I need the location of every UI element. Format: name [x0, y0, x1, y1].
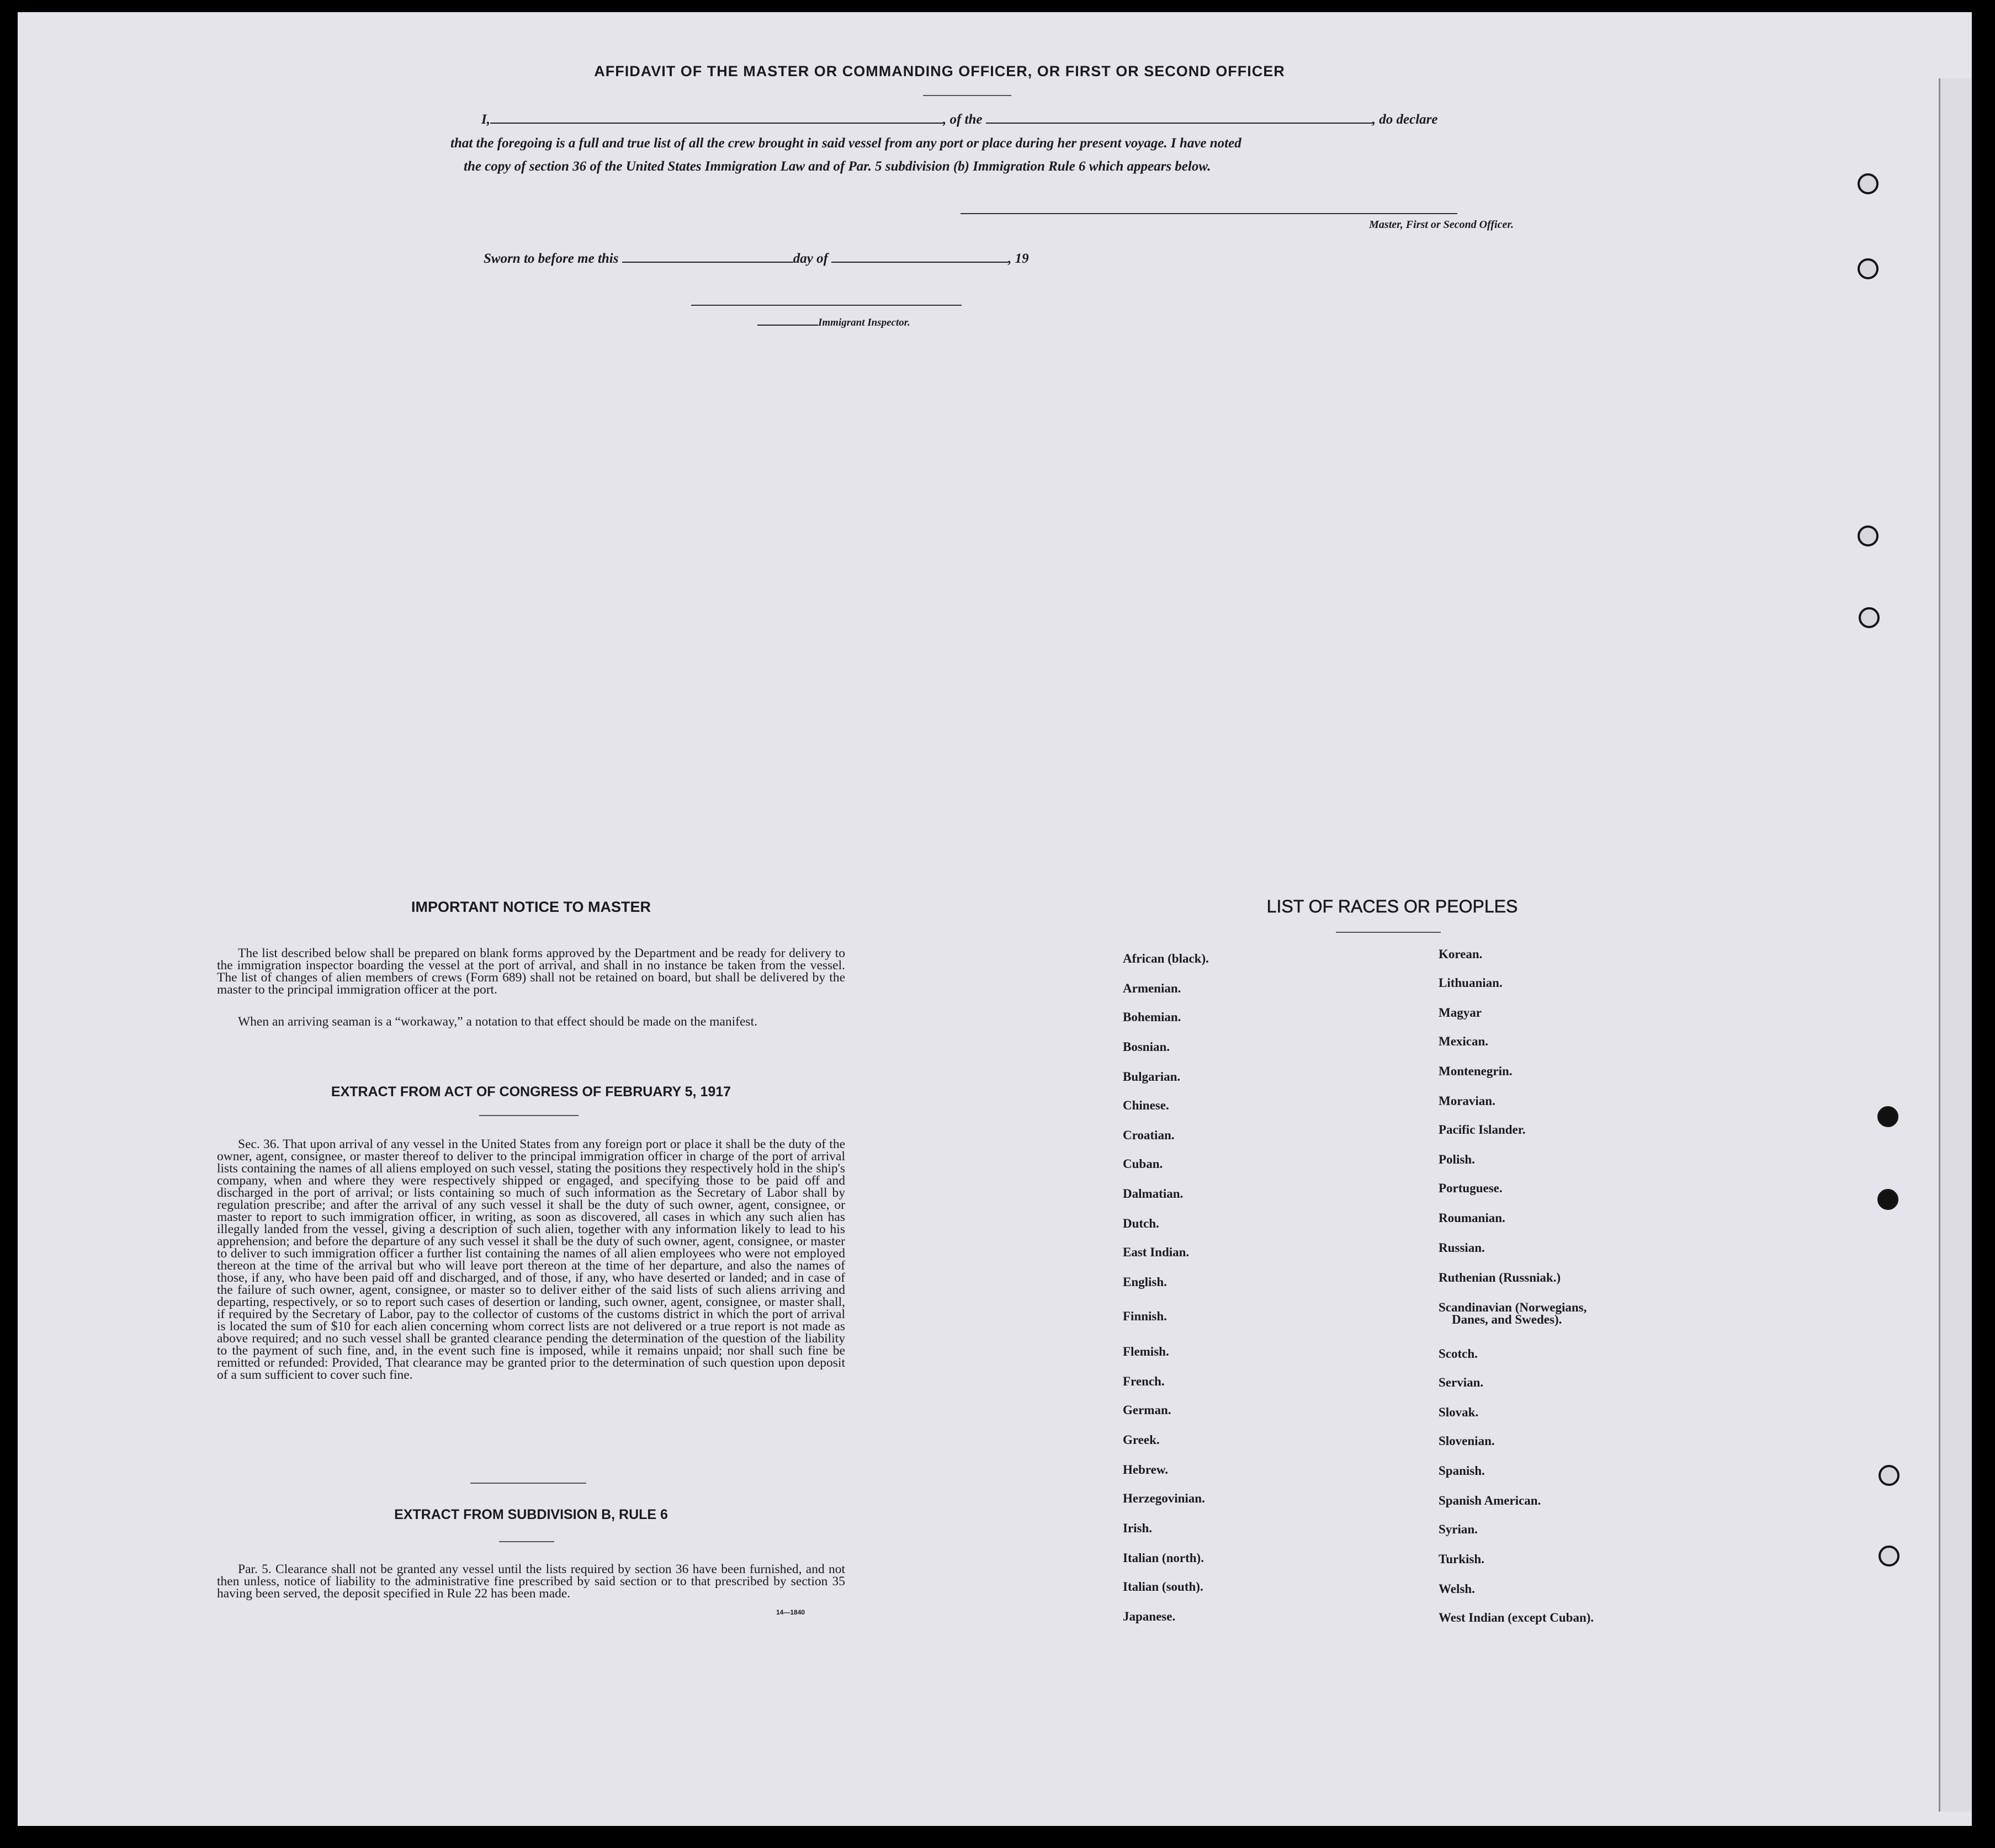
race-entry: French.	[1123, 1374, 1165, 1388]
punch-hole-4	[1859, 607, 1880, 628]
race-entry: Mexican.	[1439, 1034, 1489, 1048]
races-title-rule	[1336, 932, 1441, 933]
race-entry: Magyar	[1439, 1006, 1482, 1019]
race-entry: Armenian.	[1123, 981, 1181, 995]
race-entry: Portuguese.	[1439, 1181, 1503, 1195]
race-entry: Dalmatian.	[1123, 1187, 1184, 1201]
notice-title: IMPORTANT NOTICE TO MASTER	[411, 899, 651, 915]
binding-edge-strip	[1939, 78, 1972, 1812]
rule-extract-title: EXTRACT FROM SUBDIVISION B, RULE 6	[394, 1507, 668, 1522]
race-entry: Flemish.	[1123, 1345, 1169, 1358]
race-entry: Italian (south).	[1123, 1580, 1203, 1594]
race-entry: Dutch.	[1123, 1217, 1159, 1230]
affidavit-line-2: that the foregoing is a full and true list of all the crew brought in said vessel from any port or place during her present voyage. I have noted	[450, 136, 1241, 151]
race-entry: Irish.	[1123, 1521, 1153, 1535]
race-entry: Cuban.	[1123, 1157, 1163, 1171]
race-entry: Montenegrin.	[1439, 1064, 1513, 1078]
races-title: LIST OF RACES OR PEOPLES	[1266, 896, 1518, 916]
race-entry: German.	[1123, 1403, 1171, 1417]
punch-hole-1	[1858, 173, 1879, 194]
race-entry: Syrian.	[1439, 1522, 1478, 1536]
race-entry: Bosnian.	[1123, 1040, 1170, 1054]
act-extract-title-rule	[479, 1115, 579, 1116]
race-entry: Greek.	[1123, 1433, 1160, 1447]
sworn-line	[484, 251, 1146, 267]
race-entry: Herzegovinian.	[1123, 1491, 1205, 1505]
race-entry: Finnish.	[1123, 1309, 1167, 1323]
affidavit-title: AFFIDAVIT OF THE MASTER OR COMMANDING OFFICER, OR FIRST OR SECOND OFFICER	[594, 63, 1285, 79]
race-entry: Slovak.	[1439, 1405, 1479, 1419]
rule-extract-body: Par. 5. Clearance shall not be granted any vessel until the lists required by section 36 have been furnished, and not then unless, notice of liability to the administrative fine prescribed by said section or to that prescribed by section 35 having been served, the deposit specified in Rule 22 has been made.	[217, 1562, 845, 1601]
race-entry: Bulgarian.	[1123, 1070, 1181, 1084]
race-entry: Croatian.	[1123, 1128, 1175, 1142]
race-entry: Spanish.	[1439, 1464, 1485, 1478]
inspector-label	[757, 317, 978, 329]
race-entry: Scandinavian (Norwegians,	[1439, 1300, 1587, 1314]
notice-paragraph-2: When an arriving seaman is a “workaway,” a notation to that effect should be made on the manifest.	[238, 1015, 757, 1029]
race-entry: Danes, and Swedes).	[1452, 1313, 1562, 1326]
race-entry: Pacific Islander.	[1439, 1123, 1526, 1137]
sworn-year-label: , 19	[1008, 251, 1029, 266]
sworn-day-blank[interactable]	[622, 251, 793, 263]
punch-hole-3	[1858, 525, 1879, 546]
race-entry: Servian.	[1439, 1376, 1484, 1389]
punch-hole-8	[1879, 1546, 1900, 1566]
race-entry: Moravian.	[1439, 1094, 1495, 1108]
sworn-month-blank[interactable]	[831, 251, 1008, 263]
sworn-day-label: day of	[793, 251, 828, 266]
form-number: 14—1840	[776, 1608, 805, 1616]
race-entry: Spanish American.	[1439, 1494, 1541, 1507]
form-sheet	[18, 12, 1972, 1826]
race-entry: Bohemian.	[1123, 1010, 1181, 1024]
race-entry: Ruthenian (Russniak.)	[1439, 1271, 1561, 1284]
inspector-prefix-blank	[757, 318, 818, 326]
race-entry: Turkish.	[1439, 1552, 1484, 1566]
race-entry: Hebrew.	[1123, 1463, 1168, 1477]
signature-label: Master, First or Second Officer.	[1369, 219, 1514, 231]
race-entry: Scotch.	[1439, 1347, 1478, 1361]
race-entry: Italian (north).	[1123, 1551, 1204, 1565]
vessel-blank[interactable]	[986, 111, 1372, 124]
race-entry: Korean.	[1439, 947, 1483, 961]
notice-paragraph-1: The list described below shall be prepared on blank forms approved by the Department and be ready for delivery to the immigration inspector boarding the vessel at the port of arrival, and shall in no instance be taken from the vessel. The list of changes of alien members of crews (Form 689) shall not be retained on board, but shall be delivered by the master to the principal immigration officer at the port.	[217, 946, 845, 997]
punch-hole-7	[1879, 1465, 1900, 1486]
race-entry: English.	[1123, 1275, 1167, 1289]
signature-line[interactable]	[961, 213, 1457, 214]
act-extract-title: EXTRACT FROM ACT OF CONGRESS OF FEBRUARY 5, 1917	[331, 1084, 731, 1100]
affidavit-line-1	[481, 111, 1508, 128]
race-entry: Welsh.	[1439, 1582, 1475, 1596]
race-entry: African (black).	[1123, 952, 1209, 965]
punch-hole-5	[1877, 1106, 1898, 1127]
act-extract-end-rule	[470, 1483, 586, 1484]
rule-extract-title-rule	[499, 1541, 554, 1542]
inspector-label-text: Immigrant Inspector.	[818, 317, 910, 328]
act-extract-body: Sec. 36. That upon arrival of any vessel in the United States from any foreign port or place it shall be the duty of the owner, agent, consignee, or master thereof to deliver to the principal immigration officer in charge of the port of arrival lists containing the names of all aliens employed on such vessel, stating the positions they respectively hold in the ship's company, when and where they were respectively shipped or engaged, and specifying those to be paid off and discharged in the port of arrival; or lists containing so much of such information as the Secretary of Labor shall by regulation prescribe; and after the arrival of any such vessel it shall be the duty of such owner, agent, consignee, or master to report to such immigration officer, in writing, as soon as discovered, all cases in which any such alien has illegally landed from the vessel, giving a description of such alien, together with any information likely to lead to his apprehension; and before the departure of any such vessel it shall be the duty of such owner, agent, consignee, or master to deliver to such immigration officer a further list containing the names of all alien employees who were not employed thereon at the time of the arrival but who will leave port thereon at the time of her departure, and also the names of those, if any, who have been paid off and discharged, and of those, if any, who have deserted or landed; and in case of the failure of such owner, agent, consignee, or master so to deliver either of the said lists of such aliens arriving and departing, respectively, or so to report such cases of desertion or landing, such owner, agent, consignee, or master shall, if required by the Secretary of Labor, pay to the collector of customs of the customs district in which the port of arrival is located the sum of $10 for each alien concerning whom correct lists are not delivered or a true report is not made as above required; and no such vessel shall be granted clearance pending the determination of the question of the liability to the payment of such fine, and, in the event such fine is imposed, while it remains unpaid; nor shall such fine be remitted or refunded: Provided, That clearance may be granted prior to the determination of such question upon deposit of a sum sufficient to cover such fine.	[217, 1137, 845, 1382]
race-entry: Russian.	[1439, 1241, 1485, 1255]
affidavit-line1-mid: , of the	[942, 112, 983, 127]
affidavit-line-3: the copy of section 36 of the United States Immigration Law and of Par. 5 subdivision (b) Immigration Rule 6 which appears below.	[464, 159, 1211, 174]
race-entry: Roumanian.	[1439, 1211, 1505, 1225]
race-entry: Japanese.	[1123, 1610, 1176, 1623]
race-entry: Polish.	[1439, 1153, 1475, 1166]
sworn-start: Sworn to before me this	[484, 251, 619, 266]
punch-hole-2	[1858, 258, 1879, 279]
race-entry: East Indian.	[1123, 1245, 1190, 1259]
name-blank[interactable]	[490, 111, 943, 124]
affidavit-line1-end: , do declare	[1372, 112, 1438, 127]
inspector-signature-line[interactable]	[691, 305, 962, 306]
affidavit-title-rule	[923, 95, 1011, 96]
race-entry: Lithuanian.	[1439, 976, 1503, 990]
race-entry: West Indian (except Cuban).	[1439, 1611, 1594, 1624]
punch-hole-6	[1877, 1189, 1898, 1210]
affidavit-line1-start: I,	[481, 112, 490, 127]
race-entry: Chinese.	[1123, 1098, 1169, 1112]
race-entry: Slovenian.	[1439, 1434, 1495, 1448]
